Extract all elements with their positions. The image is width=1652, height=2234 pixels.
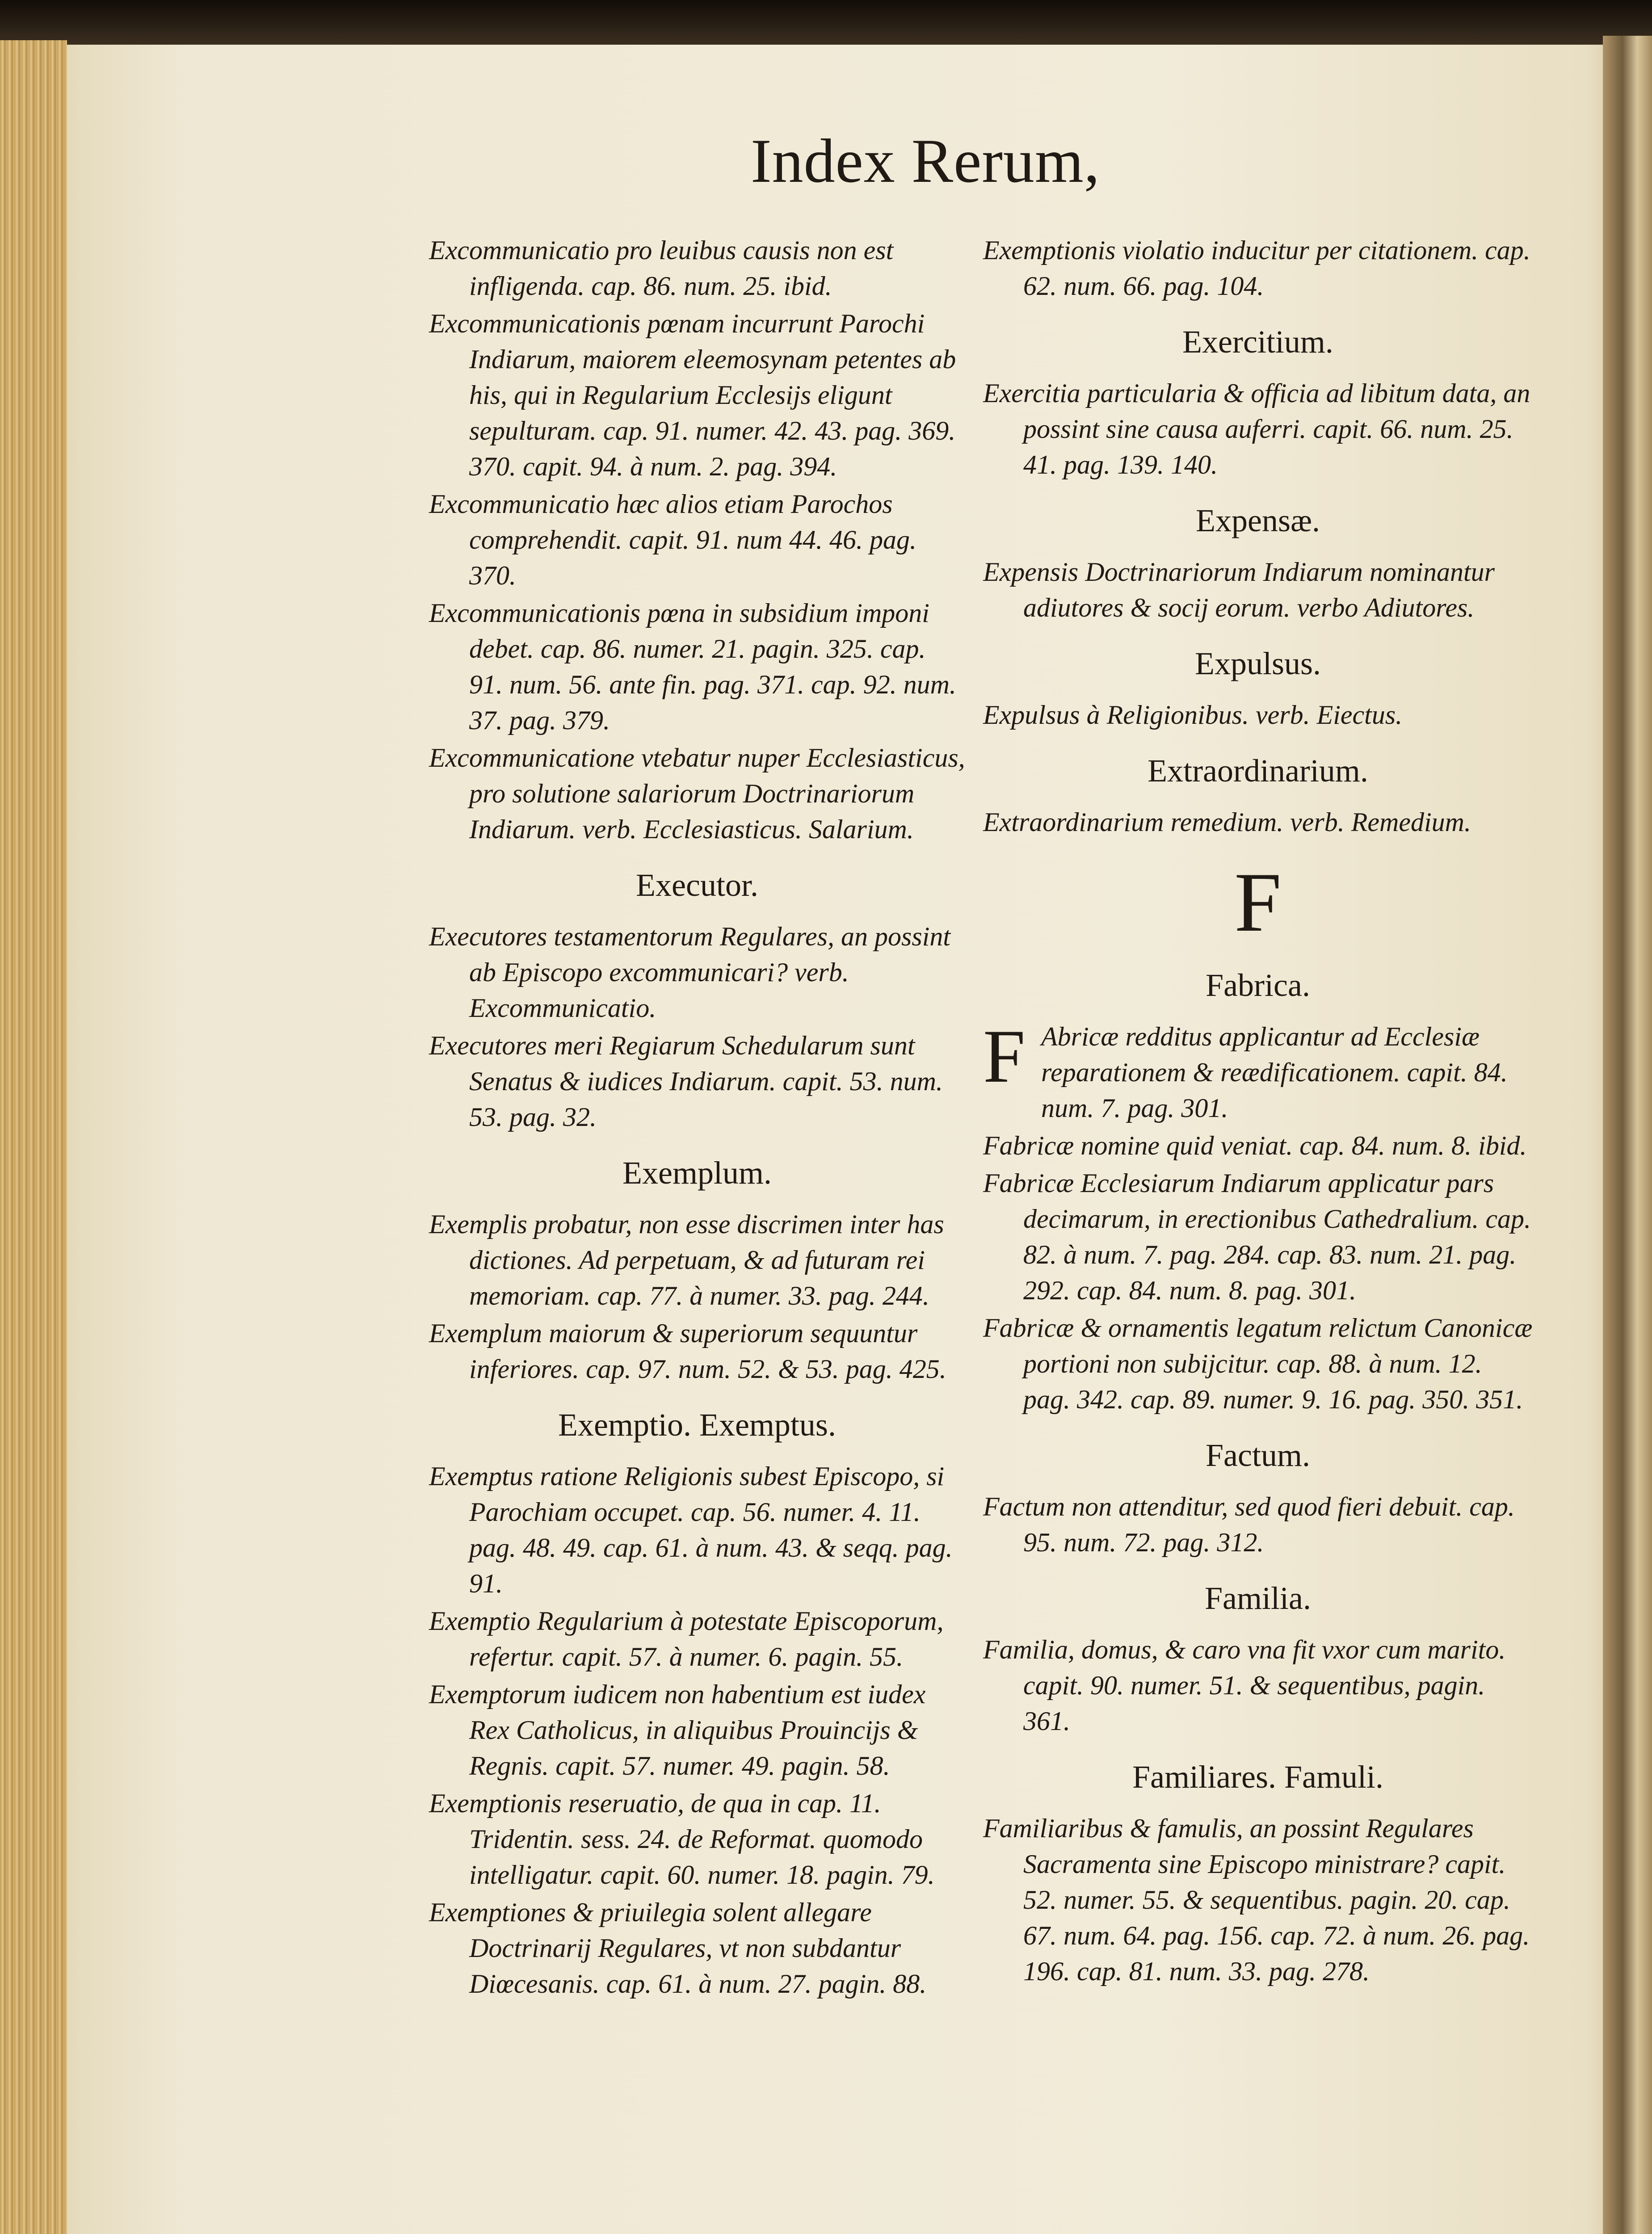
index-column-right — [983, 232, 1533, 1991]
index-entry: Exemptorum iudicem non habentium est iudex Rex Catholicus, in aliquibus Prouincijs & Regnis. capit. 57. numer. 49. pagin. 58. — [429, 1680, 926, 1780]
index-heading: Executor. — [636, 867, 758, 903]
index-entry: Exercitia particularia & officia ad libitum data, an possint sine causa auferri. capit. 66. num. 25. 41. pag. 139. 140. — [983, 378, 1530, 479]
index-heading: Fabrica. — [1206, 967, 1310, 1003]
index-heading: Exercitium. — [1182, 324, 1333, 360]
index-entry: Exemptionis reseruatio, de qua in cap. 11. Tridentin. sess. 24. de Reformat. quomodo intelligatur. capit. 60. numer. 18. pagin. 79. — [429, 1789, 935, 1890]
index-heading: Exemplum. — [622, 1155, 772, 1191]
index-entry: Exemptionis violatio inducitur per citationem. cap. 62. num. 66. pag. 104. — [983, 235, 1530, 301]
index-entry: Excommunicatione vtebatur nuper Ecclesiasticus, pro solutione salariorum Doctrinariorum Indiarum. verb. Ecclesiasticus. Salarium. — [429, 743, 965, 844]
section-letter: F — [1234, 856, 1282, 949]
index-entry: Expulsus à Religionibus. verb. Eiectus. — [983, 700, 1403, 730]
index-entry: Fabricæ Ecclesiarum Indiarum applicatur pars decimarum, in erectionibus Cathedralium. cap. 82. à num. 7. pag. 284. cap. 83. num. 21. pag. 292. cap. 84. num. 8. pag. 301. — [983, 1168, 1531, 1305]
index-entry: Factum non attenditur, sed quod fieri debuit. cap. 95. num. 72. pag. 312. — [983, 1492, 1515, 1557]
index-entry: Exemptio Regularium à potestate Episcoporum, refertur. capit. 57. à numer. 6. pagin. 55. — [429, 1606, 944, 1671]
index-entry: Excommunicatio pro leuibus causis non est infligenda. cap. 86. num. 25. ibid. — [429, 235, 894, 301]
scan-top-border — [0, 0, 1652, 45]
index-entry: Exemptiones & priuilegia solent allegare Doctrinarij Regulares, vt non subdantur Diœcesanis. cap. 61. à num. 27. pagin. 88. — [429, 1898, 927, 1999]
index-entry: Excommunicationis pœnam incurrunt Parochi Indiarum, maiorem eleemosynam petentes ab his, qui in Regularium Ecclesijs eligunt sepulturam. cap. 91. numer. 42. 43. pag. 369. 370. capit. 94. à num. 2. pag. 394. — [429, 309, 956, 481]
index-heading: Expulsus. — [1194, 646, 1321, 681]
page-title: Index Rerum, — [751, 126, 1100, 196]
drop-cap: F — [983, 1014, 1026, 1098]
index-entry — [983, 1014, 1533, 1126]
index-heading: Familiares. Famuli. — [1132, 1759, 1383, 1795]
index-entry: Excommunicatio hæc alios etiam Parochos comprehendit. capit. 91. num 44. 46. pag. 370. — [429, 489, 916, 590]
index-entry: Exemptus ratione Religionis subest Episcopo, si Parochiam occupet. cap. 56. numer. 4. 11. pag. 48. 49. cap. 61. à num. 43. & seqq. pag. 91. — [429, 1461, 953, 1598]
index-entry: Familiaribus & famulis, an possint Regulares Sacramenta sine Episcopo ministrare? capit. 52. numer. 55. & sequentibus. pagin. 20. cap. 67. num. 64. pag. 156. cap. 72. à num. 26. pag. 196. cap. 81. num. 33. pag. 278. — [983, 1814, 1530, 1986]
index-entry: Familia, domus, & caro vna fit vxor cum marito. capit. 90. numer. 51. & sequentibus, pagin. 361. — [983, 1635, 1506, 1736]
index-entry: Executores testamentorum Regulares, an possint ab Episcopo excommunicari? verb. Excommunicatio. — [429, 922, 951, 1023]
book-gutter-edge — [0, 40, 67, 2234]
index-heading: Familia. — [1205, 1580, 1311, 1616]
index-entry: Expensis Doctrinariorum Indiarum nominantur adiutores & socij eorum. verbo Adiutores. — [983, 557, 1495, 622]
page-right-edge — [1603, 36, 1652, 2234]
index-column-left — [429, 232, 965, 2003]
index-entry: Extraordinarium remedium. verb. Remedium. — [983, 807, 1471, 837]
index-entry: Executores meri Regiarum Schedularum sunt Senatus & iudices Indiarum. capit. 53. num. 53. pag. 32. — [429, 1031, 943, 1132]
index-heading: Extraordinarium. — [1148, 753, 1368, 789]
index-heading: Exemptio. Exemptus. — [558, 1407, 836, 1443]
index-entry: Exemplum maiorum & superiorum sequuntur inferiores. cap. 97. num. 52. & 53. pag. 425. — [429, 1319, 946, 1384]
index-entry: Exemplis probatur, non esse discrimen inter has dictiones. Ad perpetuam, & ad futuram rei memoriam. cap. 77. à numer. 33. pag. 244. — [429, 1209, 944, 1310]
index-entry: Excommunicationis pœna in subsidium imponi debet. cap. 86. numer. 21. pagin. 325. cap. 91. num. 56. ante fin. pag. 371. cap. 92. num. 37. pag. 379. — [429, 598, 956, 735]
index-heading: Factum. — [1206, 1437, 1310, 1473]
index-entry-text: Abricæ redditus applicantur ad Ecclesiæ reparationem & reædificationem. capit. 84. num. 7. pag. 301. — [1041, 1022, 1508, 1123]
index-entry: Fabricæ & ornamentis legatum relictum Canonicæ portioni non subijcitur. cap. 88. à num. 12. pag. 342. cap. 89. numer. 9. 16. pag. 350. 351. — [983, 1313, 1533, 1414]
index-entry: Fabricæ nomine quid veniat. cap. 84. num. 8. ibid. — [983, 1131, 1527, 1160]
index-heading: Expensæ. — [1196, 503, 1320, 538]
